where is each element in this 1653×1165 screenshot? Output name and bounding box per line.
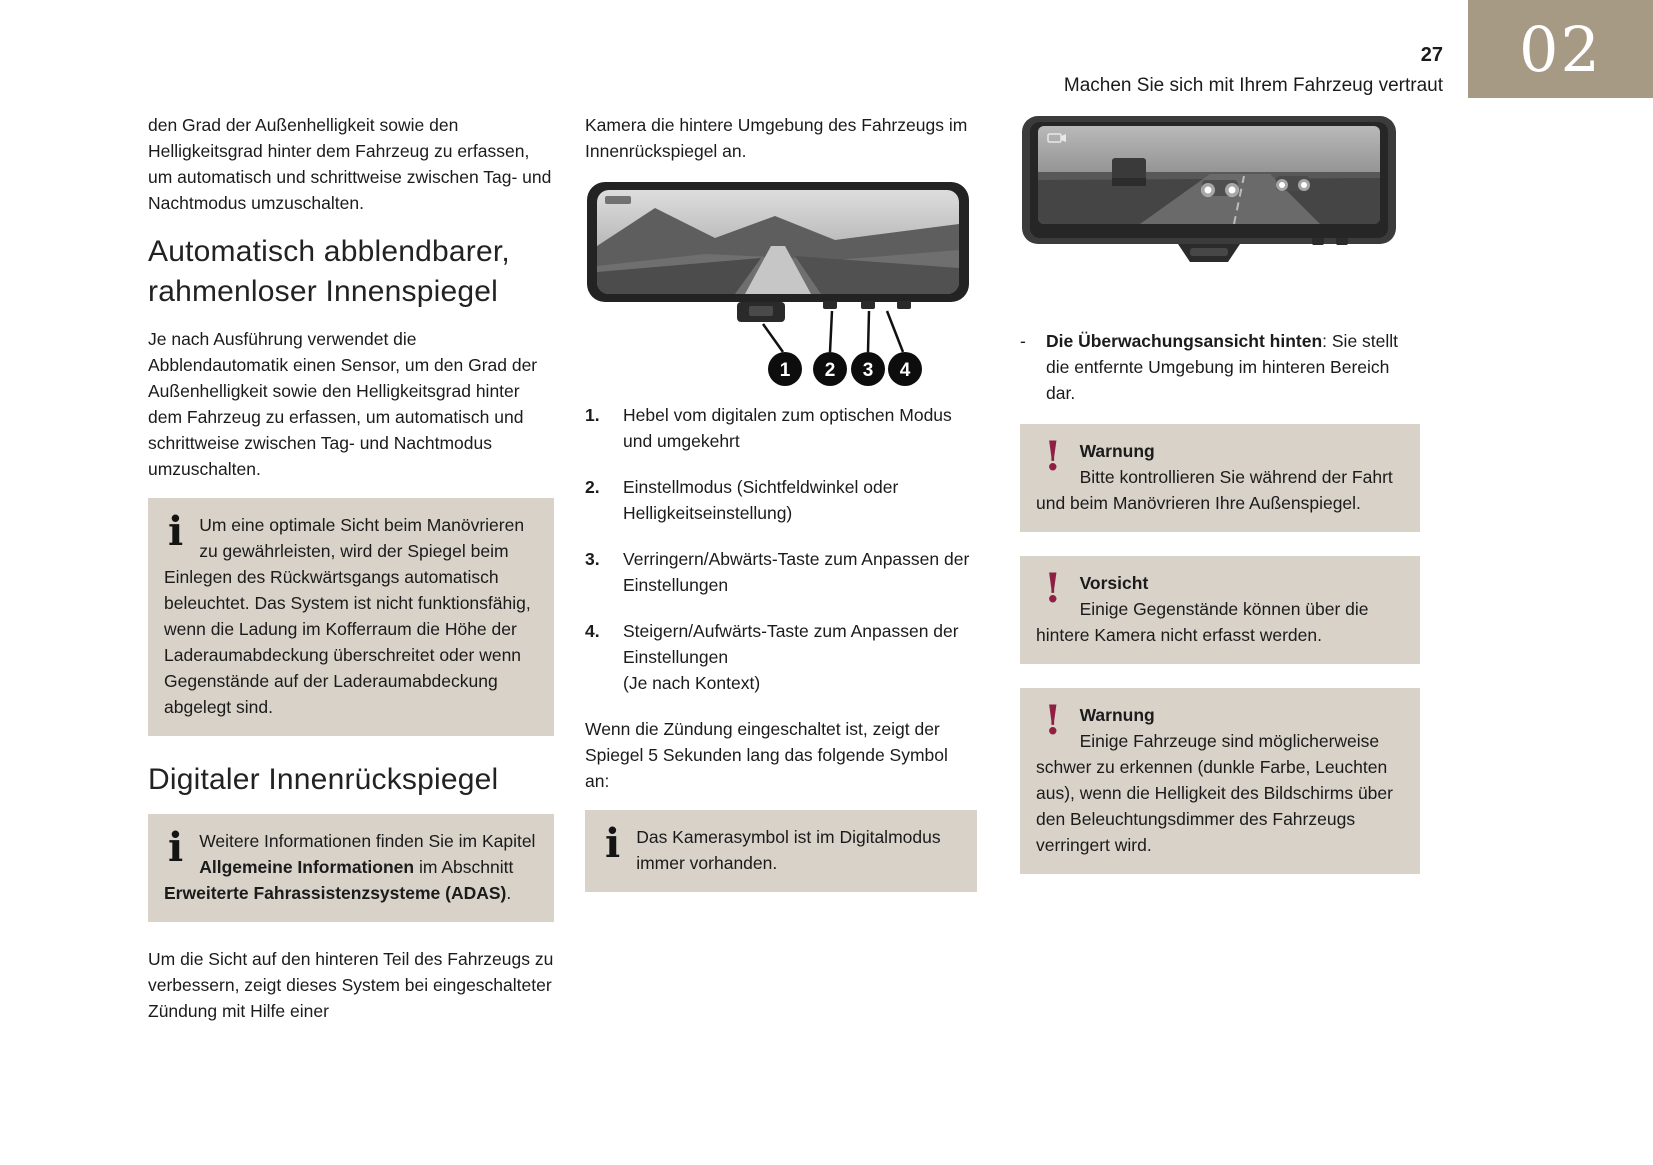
warning-icon: ! — [1044, 697, 1062, 744]
info-box-text: Um eine optimale Sicht beim Manövrieren zu gewährleisten, wird der Spiegel beim Einlegen des Rückwärtsgangs automatisch beleuchtet. Das System ist nicht funktionsfähig, wenn die Ladung im Kofferraum die Höhe der Laderaumabdeckung überschreitet oder wenn Gegenstände auf der Laderaumabdeckung abgelegt sind. — [164, 515, 531, 717]
mirror-diagram — [585, 180, 977, 392]
info-icon: i — [168, 824, 184, 871]
info-box-text: . — [506, 883, 512, 903]
bullet-text — [1046, 328, 1420, 406]
warning-text: Bitte kontrollieren Sie während der Fahrt und beim Manövrieren Ihre Außenspiegel. — [1036, 467, 1393, 513]
list-number: 2. — [585, 477, 600, 497]
page-header — [1064, 44, 1443, 97]
warning-icon: ! — [1044, 565, 1062, 612]
list-text: Hebel vom digitalen zum optischen Modus und umgekehrt — [623, 405, 952, 451]
callout-2: 2 — [824, 360, 836, 381]
info-box-text: Weitere Informationen finden Sie im Kapitel — [199, 831, 536, 851]
caution-box-rear-camera — [1020, 556, 1420, 664]
caution-title: Vorsicht — [1079, 573, 1149, 593]
column-left — [148, 112, 554, 1040]
warning-title: Warnung — [1079, 705, 1155, 725]
chapter-header-text: Machen Sie sich mit Ihrem Fahrzeug vertraut — [1063, 75, 1443, 96]
bullet-rear-monitoring — [1020, 328, 1420, 406]
paragraph: Kamera die hintere Umgebung des Fahrzeugs im Innenrückspiegel an. — [585, 115, 968, 161]
paragraph: Je nach Ausführung verwendet die Abblendautomatik einen Sensor, um den Grad der Außenhelligkeit sowie den Helligkeitsgrad hinter dem Fahrzeug zu erfassen, um automatisch und schrittweise zwischen Tag- und Nachtmodus umzuschalten. — [148, 329, 538, 479]
info-box-adas — [148, 814, 554, 922]
column-right — [1020, 112, 1420, 898]
bullet-rest: : Sie stellt die entfernte Umgebung im hinteren Bereich dar. — [1046, 331, 1399, 403]
info-box-text: im Abschnitt — [414, 857, 514, 877]
paragraph: Wenn die Zündung eingeschaltet ist, zeigt der Spiegel 5 Sekunden lang das folgende Symbol an: — [585, 719, 948, 791]
list-item — [585, 618, 977, 696]
info-box-camera-symbol — [585, 810, 977, 892]
info-box-reversing — [148, 498, 554, 736]
dash-marker: - — [1020, 331, 1026, 351]
callout-badges — [768, 352, 922, 386]
caution-text: Einige Gegenstände können über die hintere Kamera nicht erfasst werden. — [1036, 599, 1369, 645]
list-item — [585, 402, 977, 454]
callout-3: 3 — [862, 360, 874, 381]
bullet-bold: Die Überwachungsansicht hinten — [1046, 331, 1323, 351]
chapter-tab — [1468, 0, 1653, 98]
list-item — [585, 546, 977, 598]
paragraph: den Grad der Außenhelligkeit sowie den Helligkeitsgrad hinter dem Fahrzeug zu erfassen, um automatisch und schrittweise zwischen Tag- und Nachtmodus umzuschalten. — [148, 115, 552, 213]
rearview-mirror-illustration — [585, 180, 977, 392]
list-text-note: (Je nach Kontext) — [623, 673, 761, 693]
digital-mirror-illustration — [1020, 114, 1398, 266]
list-text — [623, 618, 977, 696]
section-heading-auto-dimming-mirror: Automatisch abblendbarer, rahmenloser Innenspiegel — [148, 235, 510, 308]
info-box-bold: Allgemeine Informationen — [199, 857, 415, 877]
list-number: 3. — [585, 549, 600, 569]
warning-box-exterior-mirrors — [1020, 424, 1420, 532]
warning-icon: ! — [1044, 433, 1062, 480]
callout-1: 1 — [779, 360, 791, 381]
info-icon: i — [605, 820, 621, 867]
callout-4: 4 — [899, 360, 911, 381]
digital-mirror-diagram — [1020, 114, 1420, 266]
column-middle — [585, 112, 977, 916]
section-heading-digital-mirror: Digitaler Innenrückspiegel — [148, 763, 499, 796]
page-number: 27 — [1420, 44, 1443, 66]
info-box-bold: Erweiterte Fahrassistenzsysteme (ADAS) — [164, 883, 507, 903]
list-text-line: Steigern/Aufwärts-Taste zum Anpassen der Einstellungen — [623, 621, 959, 667]
warning-text: Einige Fahrzeuge sind möglicherweise schwer zu erkennen (dunkle Farbe, Leuchten aus), wenn die Helligkeit des Bildschirms über den Beleuchtungsdimmer des Fahrzeugs verringert wird. — [1036, 731, 1393, 855]
list-text: Verringern/Abwärts-Taste zum Anpassen der Einstellungen — [623, 549, 970, 595]
list-item — [585, 474, 977, 526]
chapter-number: 02 — [1519, 12, 1602, 86]
list-text: Einstellmodus (Sichtfeldwinkel oder Helligkeitseinstellung) — [623, 477, 899, 523]
list-number: 1. — [585, 405, 600, 425]
info-box-text: Das Kamerasymbol ist im Digitalmodus immer vorhanden. — [636, 827, 941, 873]
list-number: 4. — [585, 621, 600, 641]
warning-title: Warnung — [1079, 441, 1155, 461]
warning-box-brightness — [1020, 688, 1420, 874]
paragraph: Um die Sicht auf den hinteren Teil des Fahrzeugs zu verbessern, zeigt dieses System bei eingeschalteter Zündung mit Hilfe einer — [148, 949, 554, 1021]
info-icon: i — [168, 508, 184, 555]
